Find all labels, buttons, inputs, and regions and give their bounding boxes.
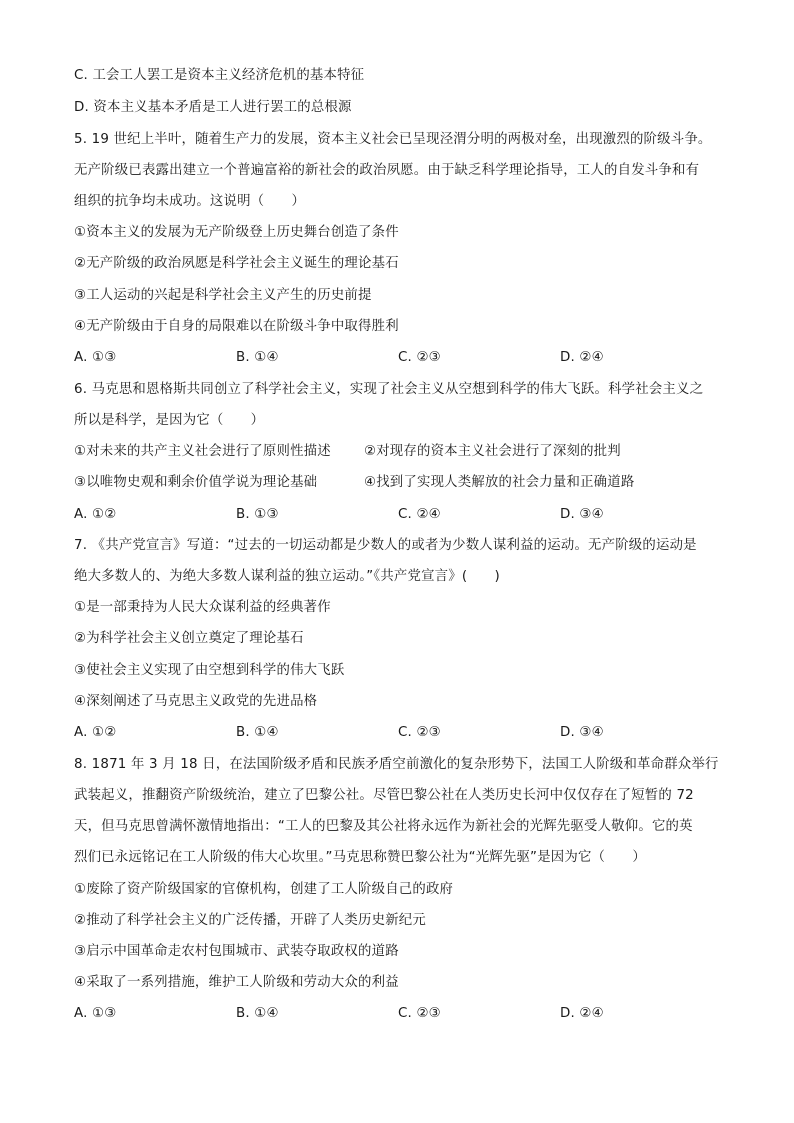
q5-stem-line-2: 无产阶级已表露出建立一个普遍富裕的新社会的政治夙愿。由于缺乏科学理论指导，工人的自发斗争和有: [74, 163, 700, 178]
q7-option-b: B. ①④: [236, 725, 279, 740]
q7-stem-line-1: 7. 《共产党宣言》写道：“过去的一切运动都是少数人的或者为少数人谋利益的运动。无产阶级的运动是: [74, 538, 697, 553]
q6-option-a: A. ①②: [74, 507, 117, 522]
q8-option-d: D. ②④: [560, 1006, 604, 1021]
q6-item-3: ③以唯物史观和剩余价值学说为理论基础: [74, 475, 318, 490]
q7-options: [74, 724, 754, 742]
q7-item-3: ③使社会主义实现了由空想到科学的伟大飞跃: [74, 663, 345, 678]
q6-options: [74, 506, 754, 524]
q5-options: [74, 349, 754, 367]
q8-item-4: ④采取了一系列措施，维护工人阶级和劳动大众的利益: [74, 975, 399, 990]
q8-option-a: A. ①③: [74, 1006, 117, 1021]
q7-option-a: A. ①②: [74, 725, 117, 740]
q7-item-1: ①是一部秉持为人民大众谋利益的经典著作: [74, 600, 331, 615]
q5-item-4: ④无产阶级由于自身的局限难以在阶级斗争中取得胜利: [74, 319, 399, 334]
q5-option-d: D. ②④: [560, 350, 604, 365]
q4-option-d: D. 资本主义基本矛盾是工人进行罢工的总根源: [74, 100, 352, 115]
q4-option-c: C. 工会工人罢工是资本主义经济危机的基本特征: [74, 68, 365, 83]
q6-item-4: ④找到了实现人类解放的社会力量和正确道路: [364, 475, 635, 490]
q8-item-1: ①废除了资产阶级国家的官僚机构，创建了工人阶级自己的政府: [74, 882, 454, 897]
q6-item-1: ①对未来的共产主义社会进行了原则性描述: [74, 444, 331, 459]
q7-option-c: C. ②③: [398, 725, 441, 740]
q6-items-row-1: [74, 443, 754, 461]
q6-item-2: ②对现存的资本主义社会进行了深刻的批判: [364, 444, 621, 459]
q5-item-3: ③工人运动的兴起是科学社会主义产生的历史前提: [74, 288, 372, 303]
q5-option-a: A. ①③: [74, 350, 117, 365]
q6-stem-line-2: 所以是科学，是因为它（ ）: [74, 413, 265, 428]
q6-items-row-2: [74, 474, 754, 492]
q6-option-b: B. ①③: [236, 507, 279, 522]
q8-options: [74, 1005, 754, 1023]
q5-stem-line-3: 组织的抗争均未成功。这说明（ ）: [74, 194, 306, 209]
q5-item-2: ②无产阶级的政治夙愿是科学社会主义诞生的理论基石: [74, 256, 399, 271]
q7-item-2: ②为科学社会主义创立奠定了理论基石: [74, 631, 304, 646]
q8-stem-line-2: 武装起义，推翻资产阶级统治，建立了巴黎公社。尽管巴黎公社在人类历史长河中仅仅存在了短暂的 72: [74, 788, 694, 803]
q5-item-1: ①资本主义的发展为无产阶级登上历史舞台创造了条件: [74, 225, 399, 240]
q8-stem-line-4: 烈们已永远铭记在工人阶级的伟大心坎里。”马克思称赞巴黎公社为“光辉先驱”是因为它（ ）: [74, 850, 646, 865]
q7-item-4: ④深刻阐述了马克思主义政党的先进品格: [74, 694, 318, 709]
q7-option-d: D. ③④: [560, 725, 604, 740]
q5-option-b: B. ①④: [236, 350, 279, 365]
q8-stem-line-1: 8. 1871 年 3 月 18 日，在法国阶级矛盾和民族矛盾空前激化的复杂形势下，法国工人阶级和革命群众举行: [74, 757, 719, 772]
q8-stem-line-3: 天，但马克思曾满怀激情地指出：“工人的巴黎及其公社将永远作为新社会的光辉先驱受人敬仰。它的英: [74, 819, 693, 834]
q7-stem-line-2: 绝大多数人的、为绝大多数人谋利益的独立运动。”《共产党宣言》( ): [74, 569, 500, 584]
q5-stem-line-1: 5. 19 世纪上半叶，随着生产力的发展，资本主义社会已呈现泾渭分明的两极对垒，出现激烈的阶级斗争。: [74, 132, 712, 147]
q8-option-c: C. ②③: [398, 1006, 441, 1021]
q8-option-b: B. ①④: [236, 1006, 279, 1021]
q5-option-c: C. ②③: [398, 350, 441, 365]
q6-option-c: C. ②④: [398, 507, 441, 522]
q8-item-3: ③启示中国革命走农村包围城市、武装夺取政权的道路: [74, 944, 399, 959]
q6-stem-line-1: 6. 马克思和恩格斯共同创立了科学社会主义，实现了社会主义从空想到科学的伟大飞跃。科学社会主义之: [74, 382, 704, 397]
q6-option-d: D. ③④: [560, 507, 604, 522]
q8-item-2: ②推动了科学社会主义的广泛传播，开辟了人类历史新纪元: [74, 913, 426, 928]
